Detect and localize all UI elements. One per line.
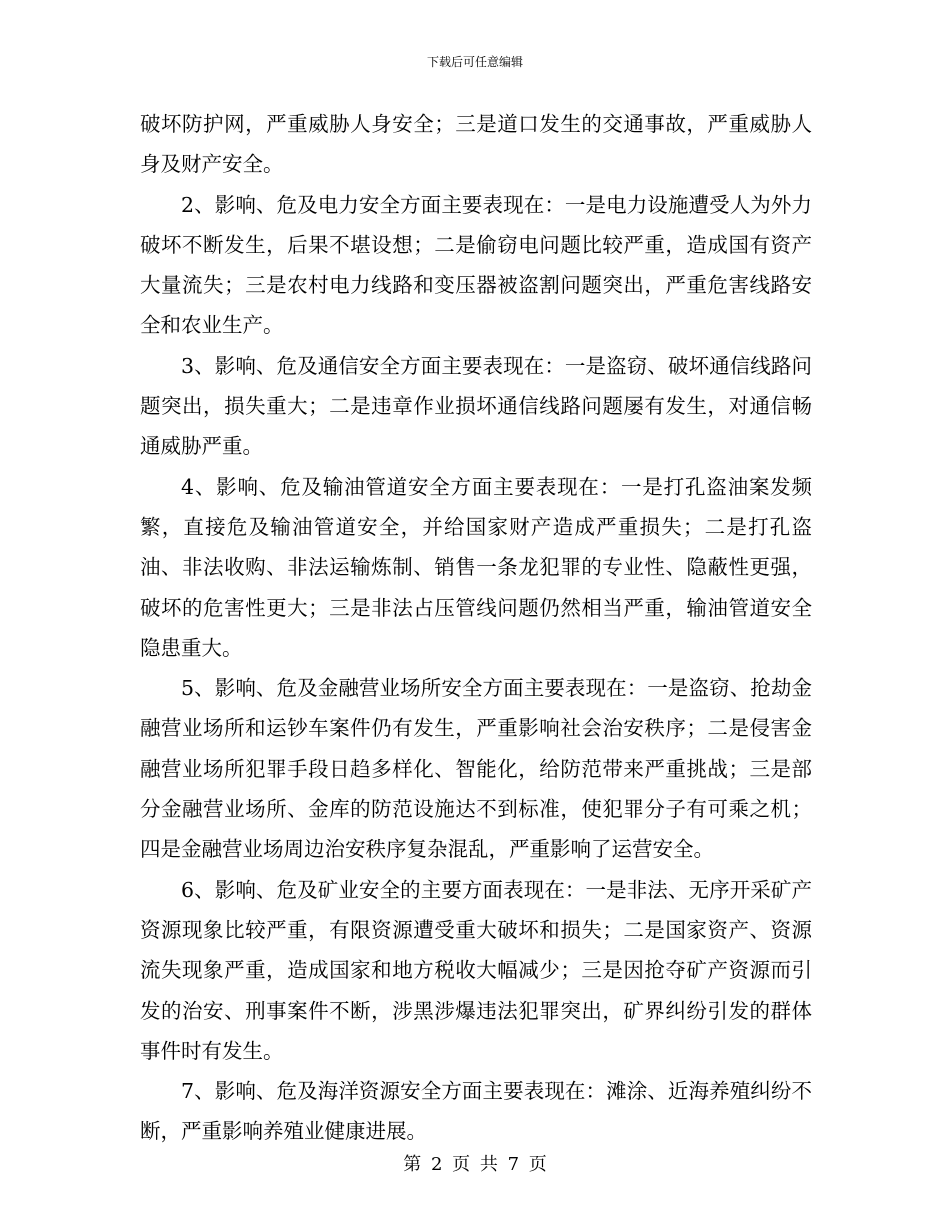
page-header: 下载后可任意编辑 [426,55,523,69]
paragraph-power-safety: 2、影响、危及电力安全方面主要表现在：一是电力设施遭受人为外力破坏不断发生，后果不堪设想；二是偷窃电问题比较严重，造成国有资产大量流失；三是农村电力线路和变压器被盗割问题突出，严重危害线路安全和农业生产。 [140,192,812,338]
paragraph-marine-safety: 7、影响、危及海洋资源安全方面主要表现在：滩涂、近海养殖纠纷不断，严重影响养殖业健康进展。 [140,1079,812,1144]
paragraph-mining-safety: 6、影响、危及矿业安全的主要方面表现在：一是非法、无序开采矿产资源现象比较严重，有限资源遭受重大破坏和损失；二是国家资产、资源流失现象严重，造成国家和地方税收大幅减少；三是因抢夺矿产资源而引发的治安、刑事案件不断，涉黑涉爆违法犯罪突出，矿界纠纷引发的群体事件时有发生。 [140,877,812,1063]
page-number-footer: 第 2 页 共 7 页 [403,1154,547,1175]
paragraph-communication-safety: 3、影响、危及通信安全方面主要表现在：一是盗窃、破坏通信线路问题突出，损失重大；二是违章作业损坏通信线路问题屡有发生，对通信畅通威胁严重。 [140,353,812,459]
paragraph-pipeline-safety: 4、影响、危及输油管道安全方面主要表现在：一是打孔盗油案发频繁，直接危及输油管道安全，并给国家财产造成严重损失；二是打孔盗油、非法收购、非法运输炼制、销售一条龙犯罪的专业性、隐蔽性更强，破坏的危害性更大；三是非法占压管线问题仍然相当严重，输油管道安全隐患重大。 [140,474,812,660]
paragraph-financial-safety: 5、影响、危及金融营业场所安全方面主要表现在：一是盗窃、抢劫金融营业场所和运钞车案件仍有发生，严重影响社会治安秩序；二是侵害金融营业场所犯罪手段日趋多样化、智能化，给防范带来严重挑战；三是部分金融营业场所、金库的防范设施达不到标准，使犯罪分子有可乘之机；四是金融营业场周边治安秩序复杂混乱，严重影响了运营安全。 [140,676,812,862]
document-body [140,104,812,1152]
paragraph-continuation: 破坏防护网，严重威胁人身安全；三是道口发生的交通事故，严重威胁人身及财产安全。 [140,112,812,177]
